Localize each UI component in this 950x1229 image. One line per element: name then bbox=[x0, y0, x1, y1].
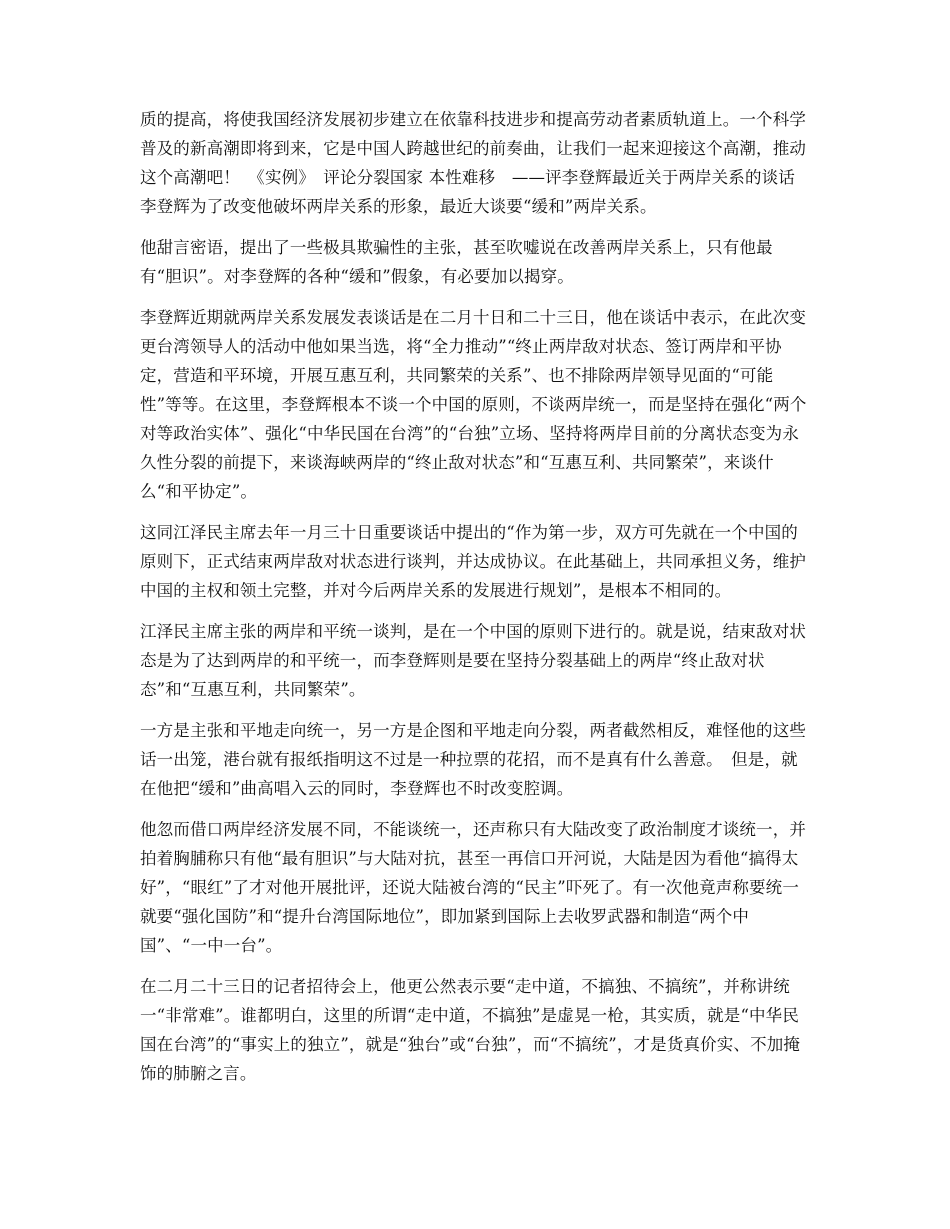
paragraph-3: 李登辉近期就两岸关系发展发表谈话是在二月十日和二十三日，他在谈话中表示，在此次变更台湾领导人的活动中他如果当选，将“全力推动”“终止两岸敌对状态、签订两岸和平协定，营造和平环境，开展互惠互利，共同繁荣的关系”、也不排除两岸领导见面的“可能性”等等。在这里，李登辉根本不谈一个中国的原则，不谈两岸统一，而是坚持在强化“两个对等政治实体”、强化“中华民国在台湾”的“台独”立场、坚持将两岸目前的分离状态变为永久性分裂的前提下，来谈海峡两岸的“终止敌对状态”和“互惠互利、共同繁荣”，来谈什么“和平协定”。 bbox=[140, 308, 807, 501]
paragraph-4: 这同江泽民主席去年一月三十日重要谈话中提出的“作为第一步，双方可先就在一个中国的原则下，正式结束两岸敌对状态进行谈判，并达成协议。在此基础上，共同承担义务，维护中国的主权和领土完整，并对今后两岸关系的发展进行规划”，是根本不相同的。 bbox=[140, 523, 806, 600]
paragraph-1: 质的提高，将使我国经济发展初步建立在依靠科技进步和提高劳动者素质轨道上。一个科学普及的新高潮即将到来，它是中国人跨越世纪的前奏曲，让我们一起来迎接这个高潮，推动这个高潮吧！ 《实例》 评论分裂国家 本性难移 ——评李登辉最近关于两岸关系的谈话 李登辉为了改变他破坏两岸关系的形象，最近大谈要“缓和”两岸关系。 bbox=[140, 110, 812, 216]
paragraph-7: 他忽而借口两岸经济发展不同，不能谈统一，还声称只有大陆改变了政治制度才谈统一，并拍着胸脯称只有他“最有胆识”与大陆对抗，甚至一再信口开河说，大陆是因为看他“搞得太好”，“眼红”了才对他开展批评，还说大陆被台湾的“民主”吓死了。有一次他竟声称要统一就要“强化国防”和“提升台湾国际地位”，即加紧到国际上去收罗武器和制造“两个中国”、“一中一台”。 bbox=[140, 820, 806, 955]
document-body bbox=[140, 105, 812, 1100]
paragraph-5: 江泽民主席主张的两岸和平统一谈判，是在一个中国的原则下进行的。就是说，结束敌对状态是为了达到两岸的和平统一，而李登辉则是要在坚持分裂基础上的两岸“终止敌对状态”和“互惠互利，共同繁荣”。 bbox=[140, 622, 806, 699]
paragraph-8: 在二月二十三日的记者招待会上，他更公然表示要“走中道，不搞独、不搞统”，并称讲统一“非常难”。谁都明白，这里的所谓“走中道，不搞独”是虚晃一枪，其实质，就是“中华民国在台湾”的“事实上的独立”，就是“独台”或“台独”，而“不搞统”，才是货真价实、不加掩饰的肺腑之言。 bbox=[140, 977, 801, 1083]
paragraph-6: 一方是主张和平地走向统一，另一方是企图和平地走向分裂，两者截然相反，难怪他的这些话一出笼，港台就有报纸指明这不过是一种拉票的花招，而不是真有什么善意。 但是，就在他把“缓和”曲高唱入云的同时，李登辉也不时改变腔调。 bbox=[140, 721, 806, 798]
paragraph-2: 他甜言密语，提出了一些极具欺骗性的主张，甚至吹嘘说在改善两岸关系上，只有他最有“胆识”。对李登辉的各种“缓和”假象，有必要加以揭穿。 bbox=[140, 238, 773, 286]
